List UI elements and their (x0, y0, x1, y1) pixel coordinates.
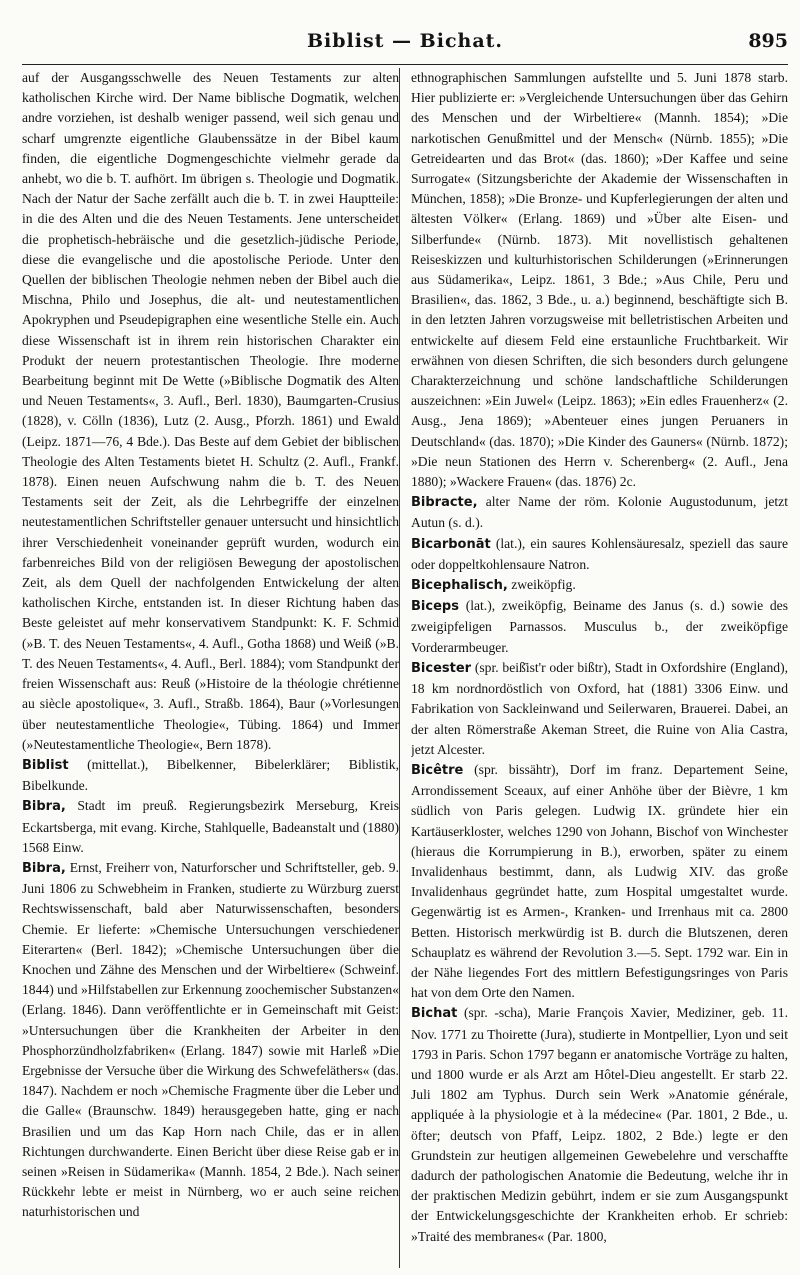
dictionary-entry (411, 492, 788, 533)
dictionary-entry (411, 760, 788, 1003)
entry-text: (spr. bissähtr), Dorf im franz. Departement Seine, Arrondissement Sceaux, auf einer Anhöhe über der Bièvre, 1 km südlich von Paris gelegen. Ludwig IX. gründete hier ein Kartäuserkloster, welches 1290 von Johann, Bischof von Winchester (hieraus die Korrumpierung in B.), erworben, später zu einem Invalidenhaus bestimmt, dann, als Ludwig XIV. das große Invalidenhaus gegründet hatte, zum Hospital umgestaltet wurde. Gegenwärtig ist es Armen-, Kranken- und Irrenhaus mit ca. 2800 Betten. Historisch merkwürdig ist B. durch die Blutszenen, deren Schauplatz es während der Revolution 3.—5. Sept. 1792 war. Ein in der Nähe liegendes Fort des mittlern Befestigungsringes von Paris hat von dem Orte den Namen. (411, 761, 788, 1001)
entry-headword: Bibracte, (411, 495, 478, 511)
entry-text: (spr. -scha), Marie François Xavier, Mediziner, geb. 11. Nov. 1771 zu Thoirette (Jura), studierte in Montpellier, Lyon und seit 1793 in Paris. Schon 1797 begann er anatomische Vorträge zu halten, und 1800 wurde er als Arzt am Hôtel-Dieu angestellt. Er starb 22. Juli 1802 am Typhus. Durch sein Werk »Anatomie générale, appliquée à la physiologie et à la médecine« (Par. 1801, 2 Bde., u. öfter; deutsch von Pfaff, Leipz. 1802, 2 Bde.) legte er den Grundstein zur heutigen allgemeinen Gewebelehre und verschaffte dadurch der pathologischen Anatomie die Bedeutung, welche ihr in der praktischen Medizin gebührt, indem er sie zum Ausgangspunkt der Entwickelungsgeschichte der Krankheiten erhob. Er schrieb: »Traité des membranes« (Par. 1800, (411, 1005, 788, 1244)
dictionary-entry (411, 534, 788, 575)
entry-headword: Bicester (411, 660, 472, 676)
entry-headword: Bicêtre (411, 762, 464, 778)
entry-headword: Bichat (411, 1006, 458, 1022)
left-column (22, 68, 399, 1268)
continued-entry-text: ethnographischen Sammlungen aufstellte und 5. Juni 1878 starb. Hier publizierte er: »Vergleichende Untersuchungen über das Gehirn des Menschen und der Wirbeltiere« (Mannh. 1854); »Die narkotischen Genußmittel und der Mensch« (Nürnb. 1855); »Die Getreidearten und das Brot« (das. 1860); »Der Kaffee und seine Surrogate« (Sitzungsberichte der Akademie der Wissenschaften in München, 1858); »Die Bronze- und Kupferlegierungen der alten und ältesten Völker« (Erlang. 1869) und »Über alte Eisen- und Silberfunde« (Nürnb. 1873). Mit novellistisch gehaltenen Reiseskizzen und kulturhistorischen Schilderungen (»Erinnerungen aus Südamerika«, Leipz. 1861, 3 Bde.; »Aus Chile, Peru und Brasilien«, das. 1862, 3 Bde., u. a.) beginnend, beschäftigte sich B. in den letzten Jahren vorzugsweise mit belletristischen Arbeiten und entwickelte auf diesem Feld eine erstaunliche Fruchtbarkeit. Wir erwähnen von diesen Schriften, die sich besonders durch gelungene Charakterzeichnung und schöne landschaftliche Schilderungen auszeichnen: »Ein Juwel« (Leipz. 1863); »Ein edles Frauenherz« (2. Ausg., Jena 1869); »Abenteuer eines jungen Peruaners in Deutschland« (das. 1870); »Die Kinder des Gauners« (Nürnb. 1872); »Die neun Stationen des Herrn v. Scherenberg« (2. Aufl., Jena 1880); »Wackere Frauen« (das. 1876) 2c. (411, 70, 788, 490)
dictionary-entry (22, 755, 399, 796)
entry-text: alter Name der röm. Kolonie Augustodunum, jetzt Autun (s. d.). (411, 494, 788, 531)
entry-text: (lat.), zweiköpfig, Beiname des Janus (s. d.) sowie des zweigipfeligen Parnassos. Musculus b., der zweiköpfige Vorderarmbeuger. (411, 598, 788, 655)
header-rule (22, 64, 788, 65)
dictionary-entry (411, 1003, 788, 1246)
entry-text: zweiköpfig. (511, 577, 576, 593)
entry-text: (spr. beiß̄ist'r oder bißtr), Stadt in Oxfordshire (England), 18 km nordnordöstlich von Oxford, hat (1881) 3306 Einw. und Fabrikation von Sackleinwand und Seilerwaren, Brauerei. Dabei, an der alten Römerstraße Akeman Street, die Ruine von Alia Castra, jetzt Alcester. (411, 659, 788, 757)
entry-text: Ernst, Freiherr von, Naturforscher und Schriftsteller, geb. 9. Juni 1806 zu Schwebheim in Franken, studierte zu Würzburg zuerst Rechtswissenschaft, bald aber Naturwissenschaften, besonders Chemie. Er lieferte: »Chemische Untersuchungen verschiedener Eiterarten« (Berl. 1842); »Chemische Untersuchungen über die Knochen und Zähne des Menschen und der Wirbeltiere« (Schweinf. 1844) und »Hilfstabellen zur Erkennung zoochemischer Substanzen« (Erlang. 1846). Dann veröffentlichte er in Gemeinschaft mit Geist: »Untersuchungen über die Krankheiten der Arbeiter in den Phosphorzündholzfabriken« (Erlang. 1847) sowie mit Harleß »Die Ergebnisse der Versuche über die Wirkung des Schwefeläthers« (das. 1847). Nachdem er noch »Chemische Fragmente über die Leber und die Galle« (Braunschw. 1849) herausgegeben hatte, ging er nach Brasilien und um das Kap Horn nach Chile, das er in allen Richtungen durchwanderte. Einen Bericht über diese Reise gab er in seinen »Reisen in Südamerika« (Mannh. 1854, 2 Bde.). Nach seiner Rückkehr lebte er meist in Nürnberg, wo er auch seine reichen naturhistorischen und (22, 859, 399, 1220)
entry-text: (lat.), ein saures Kohlensäuresalz, speziell das saure oder doppeltkohlensaure Natron. (411, 535, 788, 572)
dictionary-entry (411, 596, 788, 658)
entry-headword: Bibra, (22, 799, 66, 815)
page-header (22, 30, 788, 64)
dictionary-entry (411, 575, 788, 596)
dictionary-entry (411, 658, 788, 760)
running-title: Biblist — Bichat. (306, 30, 504, 52)
entry-text: Stadt im preuß. Regierungsbezirk Merseburg, Kreis Eckartsberga, mit evang. Kirche, Stahlquelle, Badeanstalt und (1880) 1568 Einw. (22, 798, 399, 855)
entry-headword: Bicarbonāt (411, 536, 491, 552)
entry-headword: Bibra, (22, 860, 66, 876)
continued-entry-text: auf der Ausgangsschwelle des Neuen Testaments zur alten katholischen Kirche wird. Der Name biblische Dogmatik, welchen andre vorziehen, ist deshalb weniger passend, weil sich genau und scharf umgrenzte eigentliche Glaubenssätze in der Bibel kaum finden, die eigentliche Dogmengeschichte vielmehr gerade da anhebt, wo die b. T. aufhört. Im übrigen s. Theologie und Dogmatik. Nach der Natur der Sache zerfällt auch die b. T. in zwei Hauptteile: in die des Alten und die des Neuen Testaments. Jene unterscheidet die prophetisch-hebräische und die gesetzlich-jüdische Periode, diese die evangelische und die apostolische Periode. Unter den Quellen der biblischen Theologie nehmen neben der Bibel auch die Mischna, Philo und Josephus, die alt- und neutestamentlichen Apokryphen und Pseudepigraphen eine wesentliche Stelle ein. Auch diese Wissenschaft ist in ihrem rein historischen Charakter ein Produkt der neuern protestantischen Theologie. Ihre moderne Bearbeitung beginnt mit De Wette (»Biblische Dogmatik des Alten und Neuen Testaments«, 3. Aufl., Berl. 1830), Baumgarten-Crusius (1828), v. Cölln (1836), Lutz (2. Ausg., Pforzh. 1861) und Ewald (Leipz. 1871—76, 4 Bde.). Das Beste auf dem Gebiet der biblischen Theologie des Alten Testaments bietet H. Schultz (2. Aufl., Frankf. 1878). Einen neuen Aufschwung nahm die b. T. des Neuen Testaments seit der Zeit, als die Lehrbegriffe der einzelnen neutestamentlichen Schriftsteller genauer untersucht und hinsichtlich ihrer Verschiedenheit voneinander geprüft wurden, wodurch ein farbenreiches Bild von der religiösen Bewegung der apostolischen Zeit, als dem Quell der nachfolgenden Entwickelung der alten katholischen Kirche, entstanden ist. In dieser Richtung haben das Beste geleistet auf mehr konservativem Standpunkt: K. F. Schmid (»B. T. des Neuen Testaments«, 4. Aufl., Gotha 1868) und Weiß (»B. T. des Neuen Testaments«, 4. Aufl., Berl. 1884); vom Standpunkt der freien Wissenschaft aus: Reuß (»Histoire de la théologie chrétienne au siècle apostolique«, 3. Aufl., Straßb. 1864), Baur (»Vorlesungen über neutestamentliche Theologie«, Tübing. 1864) und Immer (»Neutestamentliche Theologie«, Bern 1878). (22, 70, 399, 752)
dictionary-entry (22, 796, 399, 858)
dictionary-entry (22, 858, 399, 1223)
entry-headword: Biblist (22, 757, 69, 773)
entry-headword: Biceps (411, 599, 459, 615)
entry-text: (mittellat.), Bibelkenner, Bibelerklärer; Biblistik, Bibelkunde. (22, 756, 399, 794)
entry-headword: Bicephalisch, (411, 578, 508, 594)
page-number: 895 (748, 30, 788, 52)
right-column (411, 68, 788, 1268)
text-columns (22, 68, 788, 1268)
